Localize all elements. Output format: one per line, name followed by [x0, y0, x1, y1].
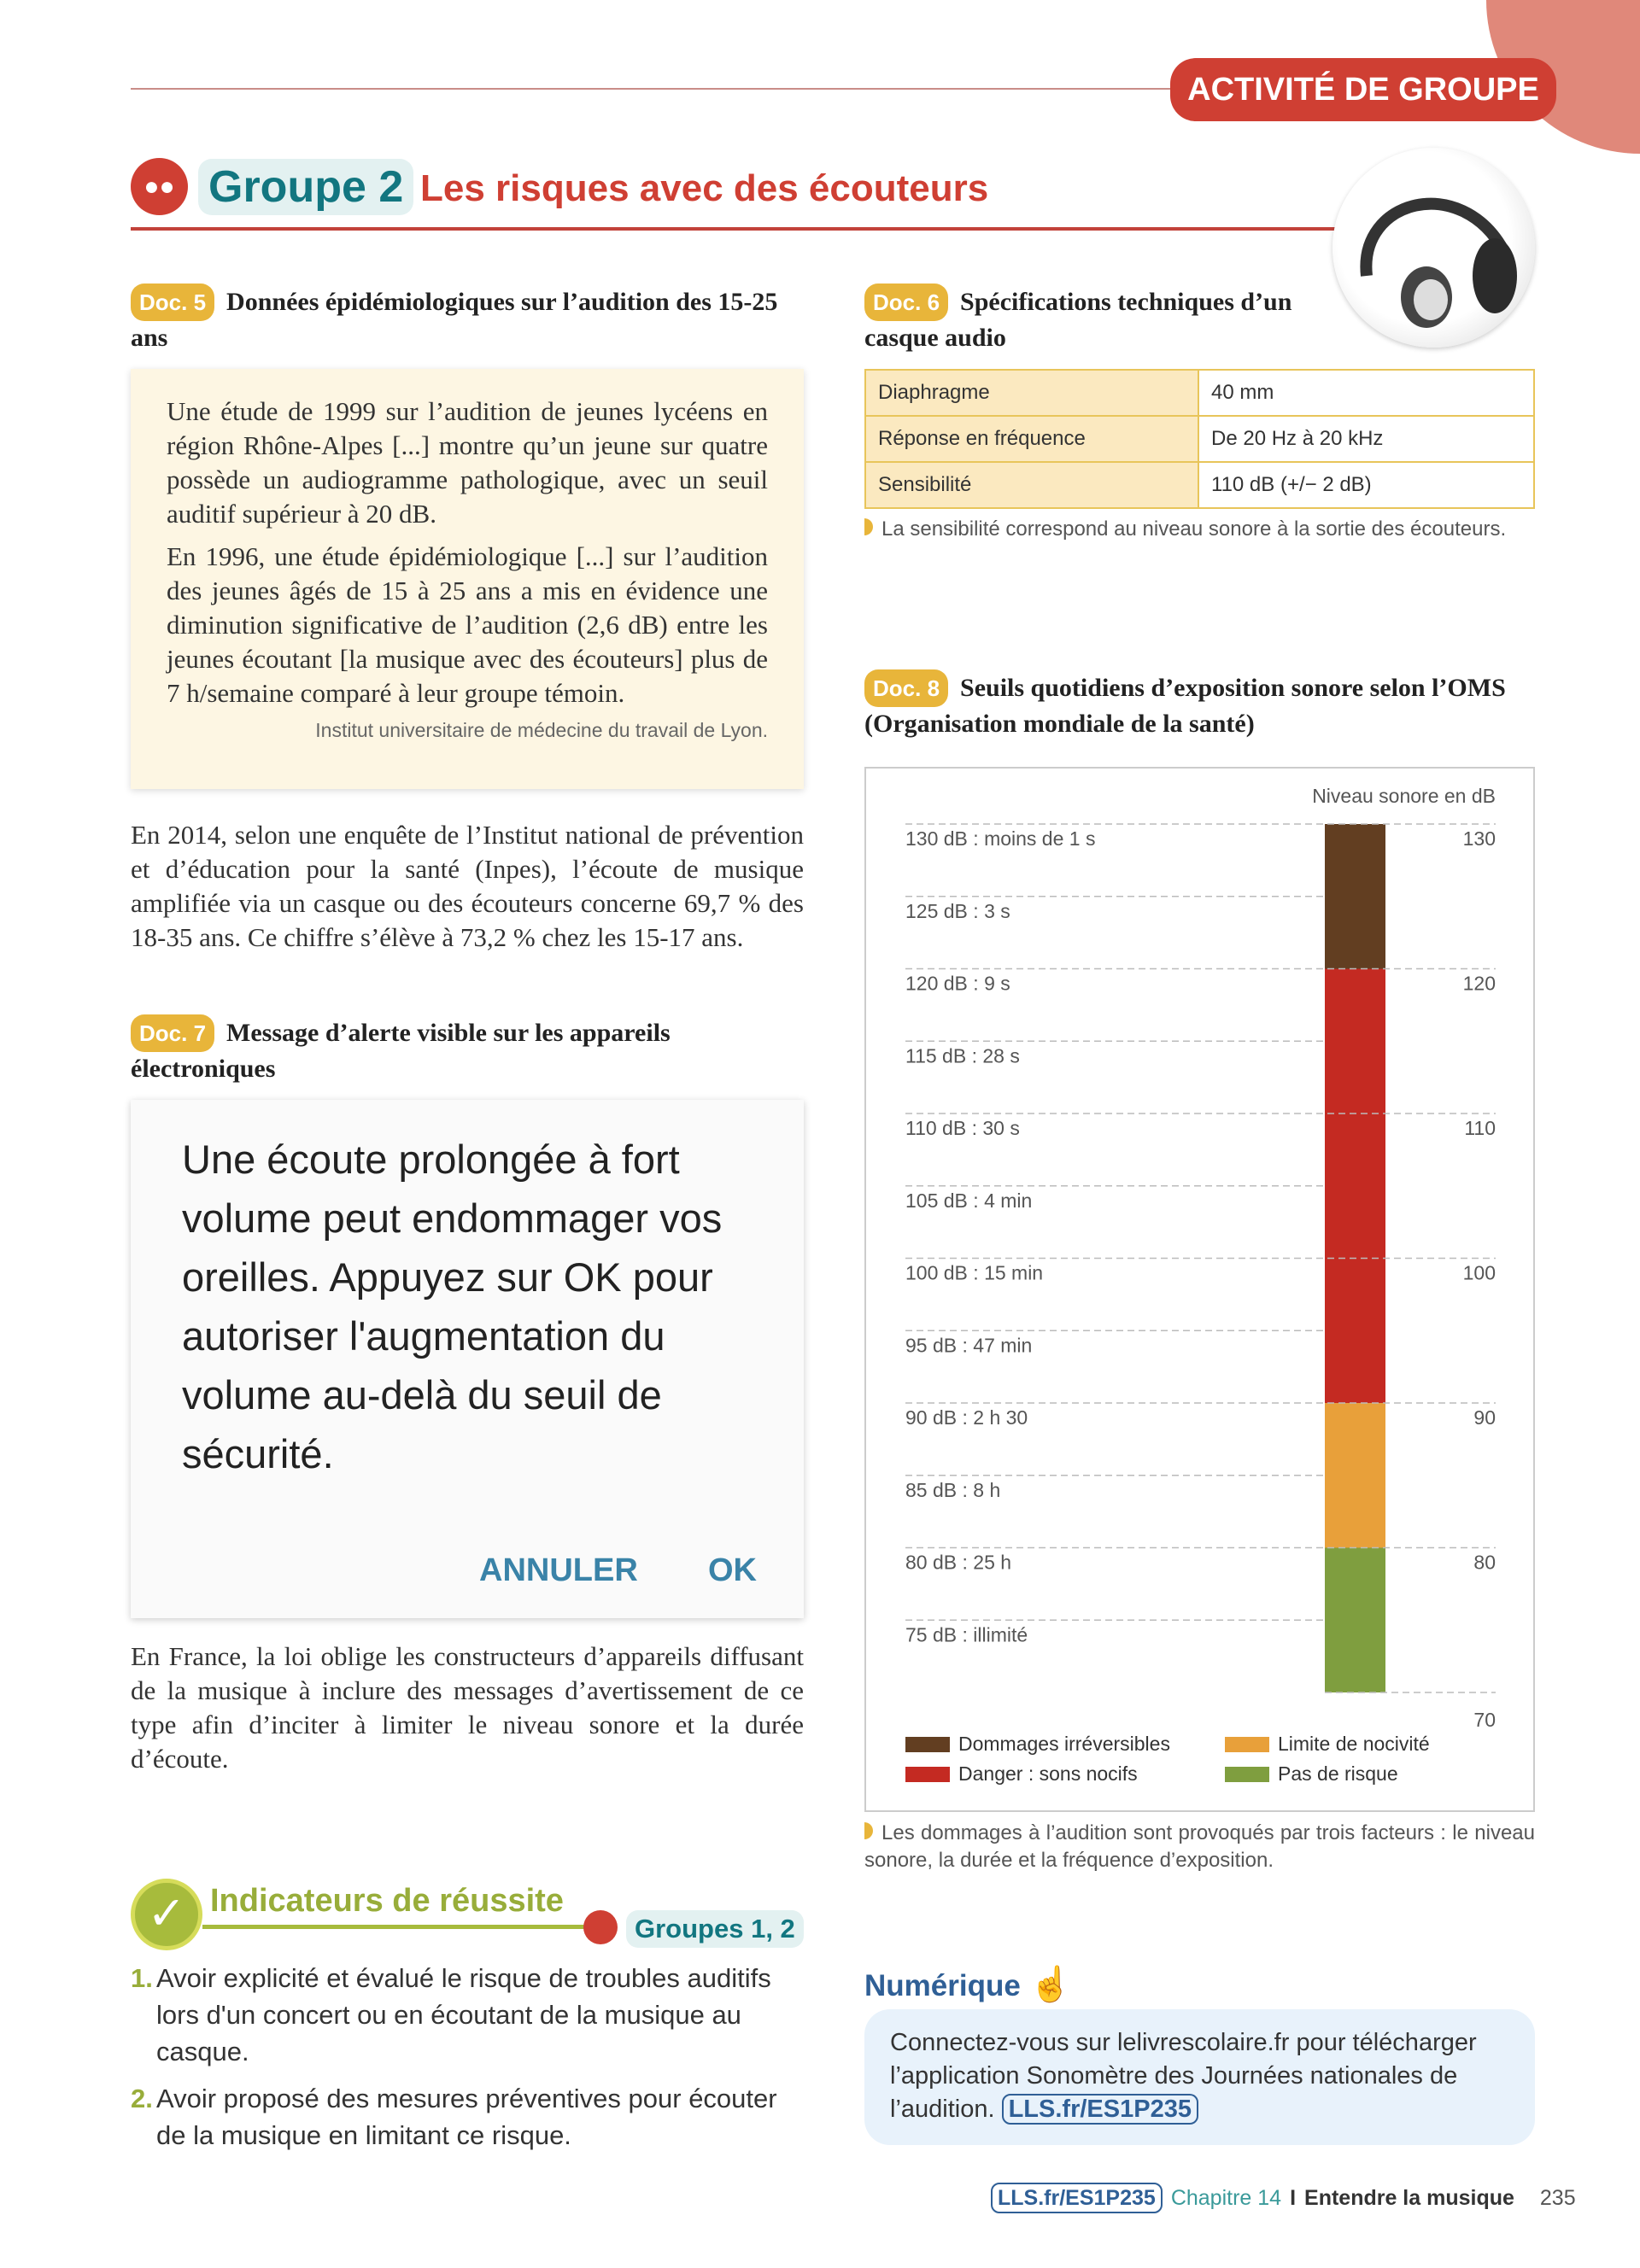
- doc8-title: Seuils quotidiens d’exposition sonore selon l’OMS (Organisation mondiale de la santé): [864, 674, 1506, 738]
- indicators-rule: [202, 1925, 587, 1929]
- numerique-text: Connectez-vous sur lelivrescolaire.fr pour télécharger l’application Sonomètre des Journées nationales de l’audition.: [890, 2029, 1477, 2123]
- doc5-paragraph-2: En 1996, une étude épidémiologique [...] sur l’audition des jeunes âgés de 15 à 25 ans a mis en évidence une diminution significative de l’audition (2,6 dB) entre les jeunes écoutant [la musique avec des écouteurs] plus de 7 h/semaine comparé à leur groupe témoin.: [167, 541, 768, 708]
- doc7-heading: [131, 1014, 804, 1086]
- y-tick-label: 80: [1473, 1551, 1496, 1574]
- doc5-heading: [131, 284, 804, 355]
- checkmark-icon: ✓: [131, 1879, 202, 1950]
- threshold-label: 80 dB : 25 h: [905, 1551, 1012, 1574]
- spec-key: Réponse en fréquence: [865, 416, 1198, 462]
- threshold-label: 110 dB : 30 s: [905, 1117, 1020, 1139]
- numerique-box: [864, 2009, 1535, 2145]
- threshold-label: 130 dB : moins de 1 s: [905, 827, 1096, 850]
- people-group-icon: ●●: [131, 158, 188, 215]
- legend-label: Pas de risque: [1278, 1762, 1398, 1785]
- chart-svg: [866, 769, 1533, 1810]
- legend-swatch: [1225, 1737, 1269, 1752]
- y-tick-label: 70: [1473, 1709, 1496, 1731]
- threshold-label: 95 dB : 47 min: [905, 1334, 1033, 1357]
- numerique-title: Numérique: [864, 1969, 1021, 2002]
- doc6-heading: [864, 284, 1326, 355]
- indicators-list: [131, 1960, 804, 2154]
- spec-key: Sensibilité: [865, 462, 1198, 508]
- spec-value: De 20 Hz à 20 kHz: [1198, 416, 1534, 462]
- table-row: [865, 370, 1534, 416]
- doc7-title: Message d’alerte visible sur les appareils électroniques: [131, 1019, 671, 1083]
- doc6-title: Spécifications techniques d’un casque audio: [864, 288, 1292, 352]
- spec-value: 110 dB (+/− 2 dB): [1198, 462, 1534, 508]
- exposure-chart: [864, 767, 1535, 1812]
- item-number: 1.: [131, 1963, 153, 1993]
- numerique-link[interactable]: LLS.fr/ES1P235: [1002, 2094, 1198, 2125]
- footer-chapter: Chapitre 14: [1170, 2185, 1282, 2210]
- cancel-button[interactable]: ANNULER: [479, 1552, 638, 1588]
- y-tick-label: 100: [1462, 1261, 1496, 1284]
- footer-subject: Entendre la musique: [1304, 2185, 1514, 2210]
- page-title: Les risques avec des écouteurs: [420, 167, 989, 209]
- bar-segment: [1325, 1548, 1385, 1693]
- title-rule: [131, 227, 1344, 231]
- threshold-label: 105 dB : 4 min: [905, 1189, 1033, 1212]
- legend-label: Dommages irréversibles: [958, 1733, 1170, 1755]
- activity-badge: ACTIVITÉ DE GROUPE: [1170, 58, 1556, 121]
- doc6-tag: Doc. 6: [864, 284, 948, 321]
- legend-label: Limite de nocivité: [1278, 1733, 1430, 1755]
- doc8-tag: Doc. 8: [864, 669, 948, 707]
- ok-button[interactable]: OK: [708, 1552, 757, 1588]
- doc5-source: Institut universitaire de médecine du travail de Lyon.: [315, 719, 768, 741]
- doc5-title: Données épidémiologiques sur l’audition des 15-25 ans: [131, 288, 778, 352]
- list-item: [131, 1960, 804, 2070]
- threshold-label: 115 dB : 28 s: [905, 1044, 1020, 1067]
- group-label: Groupe 2: [198, 159, 413, 215]
- bar-segment: [1325, 969, 1385, 1404]
- threshold-label: 75 dB : illimité: [905, 1623, 1028, 1646]
- alert-dialog: [131, 1100, 804, 1618]
- legend-swatch: [905, 1737, 950, 1752]
- bar-segment: [1325, 824, 1385, 969]
- pointer-hand-icon: ☝: [1029, 1966, 1072, 2003]
- alert-message: Une écoute prolongée à fort volume peut endommager vos oreilles. Appuyez sur OK pour autoriser l'augmentation du volume au-delà du seuil de sécurité.: [182, 1137, 723, 1476]
- item-text: Avoir explicité et évalué le risque de troubles auditifs lors d'un concert ou en écoutant de la musique au casque.: [156, 1963, 771, 2066]
- y-tick-label: 130: [1462, 827, 1496, 850]
- list-item: [131, 2080, 804, 2154]
- footer: [991, 2183, 1576, 2213]
- page-number: 235: [1539, 2185, 1576, 2210]
- spec-key: Diaphragme: [865, 370, 1198, 416]
- table-row: [865, 462, 1534, 508]
- threshold-label: 85 dB : 8 h: [905, 1478, 1001, 1501]
- y-axis-label: Niveau sonore en dB: [1312, 785, 1496, 807]
- item-text: Avoir proposé des mesures préventives pour écouter de la musique en limitant ce risque.: [156, 2084, 777, 2150]
- threshold-label: 100 dB : 15 min: [905, 1261, 1044, 1284]
- threshold-label: 125 dB : 3 s: [905, 899, 1010, 922]
- doc5-paragraph-1: Une étude de 1999 sur l’audition de jeunes lycéens en région Rhône-Alpes [...] montre qu’un jeune sur quatre possède un audiogramme pathologique, avec un seuil auditif supérieur à 20 dB.: [167, 396, 768, 529]
- legend-swatch: [905, 1767, 950, 1782]
- indicators-title: Indicateurs de réussite: [210, 1883, 564, 1919]
- legend-swatch: [1225, 1767, 1269, 1782]
- y-tick-label: 110: [1464, 1117, 1496, 1139]
- bar-segment: [1325, 1403, 1385, 1548]
- threshold-label: 120 dB : 9 s: [905, 972, 1010, 995]
- footer-link[interactable]: LLS.fr/ES1P235: [991, 2183, 1163, 2213]
- doc5-box: [131, 369, 804, 789]
- table-row: [865, 416, 1534, 462]
- y-tick-label: 90: [1473, 1406, 1496, 1429]
- doc6-note: La sensibilité correspond au niveau sonore à la sortie des écouteurs.: [864, 516, 1535, 543]
- threshold-label: 90 dB : 2 h 30: [905, 1406, 1028, 1429]
- doc5-tag: Doc. 5: [131, 284, 214, 321]
- doc8-note: Les dommages à l’audition sont provoqués par trois facteurs : le niveau sonore, la durée et la fréquence d’exposition.: [864, 1820, 1535, 1874]
- doc7-tag: Doc. 7: [131, 1014, 214, 1052]
- spec-table: [864, 369, 1535, 509]
- legend-label: Danger : sons nocifs: [958, 1762, 1138, 1785]
- footer-separator: I: [1290, 2185, 1297, 2210]
- spec-value: 40 mm: [1198, 370, 1534, 416]
- headphones-photo: [1332, 148, 1535, 348]
- top-rule: [131, 88, 1181, 90]
- y-tick-label: 120: [1462, 972, 1496, 995]
- doc5-after-text: En 2014, selon une enquête de l’Institut national de prévention et d’éducation pour la santé (Inpes), l’écoute de musique amplifiée via un casque ou des écouteurs concerne 69,7 % des 18-35 ans. Ce chiffre s’élève à 73,2 % chez les 15-17 ans.: [131, 820, 804, 952]
- doc8-heading: [864, 669, 1535, 741]
- people-group-icon: [583, 1910, 618, 1944]
- groups-label: Groupes 1, 2: [626, 1910, 804, 1948]
- doc7-after-text: En France, la loi oblige les constructeurs d’appareils diffusant de la musique à inclure des messages d’avertissement de ce type afin d’inciter à limiter le niveau sonore et la durée d’écoute.: [131, 1641, 804, 1774]
- item-number: 2.: [131, 2084, 153, 2113]
